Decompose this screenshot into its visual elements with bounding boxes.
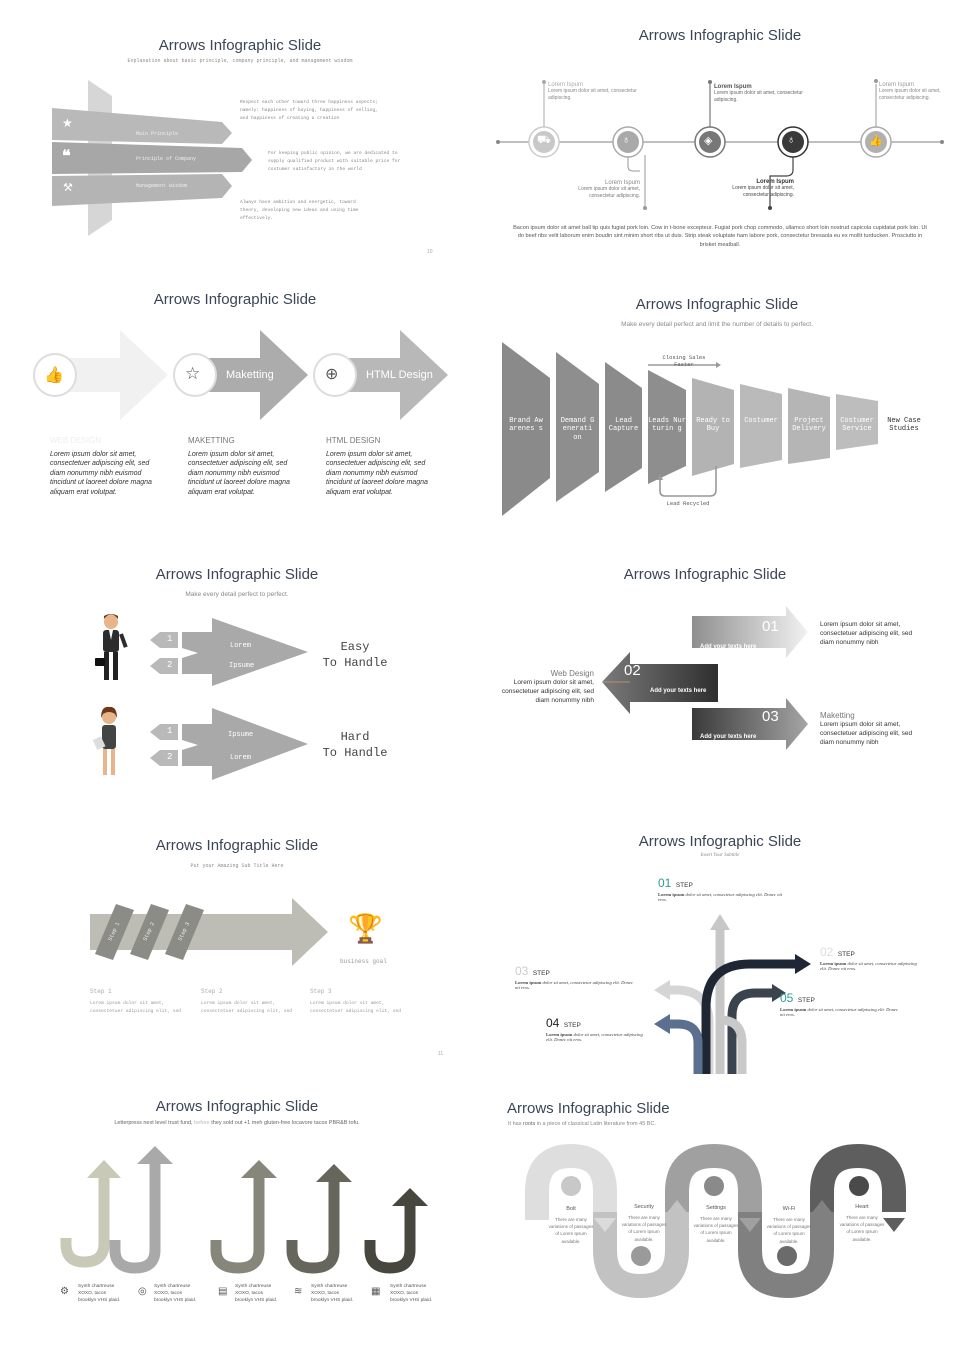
column-text-1: Lorem ipsum dolor sit amet, consectetuer adipiscing elit, sed diam nonummy nibh euismod tincidunt ut laoreet dolore magna aliquam erat volutpat. (50, 451, 152, 496)
item-title: Wi-Fi (782, 1206, 796, 1212)
principle-text-3: Always have ambition and energetic, toward theory, developing new ideas and using time effectively. (240, 200, 359, 221)
item-title: Lorem Ispum (879, 82, 915, 88)
wave-item-bolt (548, 1206, 594, 1245)
stage-3: Lead Capture (608, 417, 639, 434)
step-tag-1: Step 1 (106, 921, 122, 942)
slide-title: Arrows Infographic Slide (507, 1100, 670, 1117)
stage-2: Demand Generati on (560, 417, 595, 442)
step-desc: dolor sit amet, consectetur adipiscing elit. Donec nit eros. (546, 1032, 643, 1042)
item-title: Heart (855, 1204, 869, 1210)
subtitle-post: they sold out +1 meh gluten-free locavore tacos PBR&B tofu. (211, 1120, 360, 1126)
item-text: Lorem ipsum dolor sit amet, consectetur adipiscing. (578, 186, 640, 199)
item-text-5: Synth chartreuse XOXO, tacos brooklyn VHS plaid. (390, 1284, 433, 1304)
principle-arrows (0, 0, 480, 270)
block-top (820, 620, 920, 647)
item-text: There are many variations of passages of Lorem Ipsum available. (693, 1216, 739, 1243)
thumbs-up-icon: 👍 (869, 135, 883, 147)
step-head (515, 962, 635, 980)
num-1: 1 (167, 634, 173, 644)
principle-label-3: Management wisdom (136, 183, 188, 189)
slide-subtitle: Explanation about basic principle, company principle, and management wisdom (127, 58, 353, 64)
stage-4: Leads Nurturin g (648, 417, 686, 434)
block-title: Maketting (820, 711, 855, 720)
chart-icon: ▤ (218, 1286, 228, 1297)
num-2: 2 (167, 660, 173, 670)
block-text: Lorem ipsum dolor sit amet, consectetuer adipiscing elit, sed diam nonummy nibh (501, 679, 594, 705)
item-text: There are many variations of passages of Lorem Ipsum available. (621, 1215, 667, 1242)
bulb-icon: ♁ (622, 134, 631, 146)
step-desc: dolor sit amet, consectetur adipiscing elit. Donec nit eros. (515, 980, 634, 990)
step-text-1: Lorem ipsum dolor sit amet, consectetuer adipiscing elit, sed (90, 1001, 181, 1015)
quote-icon: ❝ (62, 146, 71, 165)
star-icon: ☆ (185, 364, 201, 383)
item-title: Lorem Ispum (604, 180, 640, 186)
arrow-label-2: Maketting (226, 369, 274, 381)
arrow-text-3: Add your texts here (700, 734, 757, 740)
step-label: STEP (837, 951, 855, 958)
target-icon: ◎ (138, 1286, 147, 1297)
slide-1 (0, 0, 480, 270)
item-text: There are many variations of passages of Lorem Ipsum available. (766, 1217, 812, 1244)
column-head-3: HTML DESIGN (326, 436, 381, 445)
principle-text-1: Respect each other toward three happiness aspects; namely: happiness of buying, happiness of selling, and happiness of creating a creation (240, 100, 378, 121)
item-text-3: Synth chartreuse XOXO, tacos brooklyn VHS plaid. (235, 1284, 278, 1304)
label-2: Ipsume (229, 662, 255, 670)
slide-subtitle: Make every detail perfect and limit the number of details to perfect. (621, 321, 813, 328)
step-head (546, 1014, 646, 1032)
arrow-label-3: HTML Design (366, 369, 433, 381)
item-2 (560, 180, 640, 200)
item-text-1: Synth chartreuse XOXO, tacos brooklyn VHS plaid. (78, 1284, 121, 1304)
goal-label: business goal (340, 958, 387, 965)
trophy-icon: 🏆 (348, 913, 383, 944)
step-num: 05 (780, 991, 794, 1005)
slide-title: Arrows Infographic Slide (155, 837, 319, 854)
step-text-2: Lorem ipsum dolor sit amet, consectetuer adipiscing elit, sed (201, 1001, 292, 1015)
step-num: 01 (658, 876, 672, 890)
step-label-3: Step 3 (310, 988, 332, 995)
step-head (780, 989, 900, 1007)
slide-subtitle: Put your Amazing Sub Title Here (190, 863, 284, 869)
step-num: 04 (546, 1016, 560, 1030)
step-text (820, 961, 920, 971)
wave-item-heart (839, 1204, 885, 1243)
caption-easy (315, 640, 395, 671)
step-desc: dolor sit amet, consectetur adipiscing elit. Donec nit eros. (820, 961, 917, 971)
step-bold: Lorem ipsum (780, 1007, 807, 1012)
wave-item-security (621, 1204, 667, 1243)
step-label: STEP (532, 970, 550, 977)
stage-5: Ready to Buy (696, 417, 730, 434)
subtitle-highlight: before (194, 1120, 210, 1126)
hook-arrows (0, 1090, 480, 1352)
slide-7 (0, 828, 480, 1068)
step-text (780, 1007, 900, 1017)
step-num: 03 (515, 964, 529, 978)
step-01 (658, 874, 788, 902)
page-number: 11 (438, 1051, 444, 1057)
item-text: Lorem ipsum dolor sit amet, consectetur adipiscing. (879, 88, 941, 101)
label-1: Lorem (230, 642, 252, 650)
caption-line-1: Easy (340, 640, 370, 654)
slide-title: Arrows Infographic Slide (623, 566, 787, 583)
step-tag-2: Step 2 (141, 921, 157, 942)
item-text: Lorem ipsum dolor sit amet, consectetur adipiscing. (714, 90, 803, 103)
principle-label-2: Principle of Company (136, 156, 197, 162)
stage-1: Brand Awarenes s (509, 417, 543, 434)
globe-icon: ⊕ (325, 366, 339, 383)
column-head-1: WEB DESIGN (50, 436, 102, 445)
step-04 (546, 1014, 646, 1042)
funnel-top-label: Closing Sales Faster (662, 354, 706, 369)
item-title: Lorem Ispum (714, 84, 752, 90)
bulb-icon: ♁ (787, 134, 796, 146)
block-web-design (500, 669, 594, 705)
thumbs-up-icon: 👍 (44, 367, 64, 384)
slide-8 (480, 828, 960, 1078)
slide-subtitle: Insert Your Subtitle (700, 853, 740, 858)
block-text: Lorem ipsum dolor sit amet, consectetuer adipiscing elit, sed diam nonummy nibh (820, 621, 913, 647)
principle-label-1: Main Principle (136, 131, 179, 137)
block-title: Web Design (550, 669, 594, 678)
arrow-text-1: Add your texts here (700, 644, 757, 650)
step-desc: dolor sit amet, consectetur adipiscing elit. Donec nit eros. (780, 1007, 899, 1017)
step-02 (820, 943, 920, 971)
slide-title: Arrows Infographic Slide (635, 296, 799, 313)
slide-title: Arrows Infographic Slide (638, 833, 802, 850)
step-bold: Lorem ipsum (658, 892, 685, 897)
handle-arrows (0, 552, 480, 822)
column-head-2: MAKETTING (188, 436, 235, 445)
gear-icon: ⚙ (60, 1286, 69, 1297)
star-icon: ★ (62, 116, 73, 130)
stage-7: Project Delivery (792, 417, 826, 434)
caption-line-2: To Handle (322, 655, 388, 670)
stage-9: New Case Studies (887, 417, 921, 434)
item-title: Lorem Ispum (548, 82, 584, 88)
slide-3 (0, 276, 480, 546)
block-maketting (820, 711, 920, 747)
slide-title: Arrows Infographic Slide (153, 291, 317, 308)
item-title: Lorem Ispum (756, 179, 794, 185)
step-bold: Lorem ipsum (820, 961, 847, 966)
step-text (515, 980, 635, 990)
slide-subtitle: Make every detail perfect to perfect. (185, 591, 289, 598)
arrow-text-2: Add your texts here (650, 688, 707, 694)
layers-icon: ≋ (294, 1286, 303, 1297)
businessman-illustration (95, 614, 128, 680)
step-03 (515, 962, 635, 990)
page-number: 10 (427, 249, 433, 255)
wave-item-wifi (766, 1206, 812, 1245)
step-text (658, 892, 788, 902)
step-text-3: Lorem ipsum dolor sit amet, consectetuer adipiscing elit, sed (310, 1001, 401, 1015)
stage-8: Costumer Service (840, 417, 874, 434)
caption-line-1: Hard (340, 730, 370, 744)
step-head (658, 874, 788, 892)
subtitle-pre: It has (508, 1121, 522, 1127)
subtitle-post: in a piece of classical Latin literature from 45 BC. (536, 1121, 656, 1127)
column-text-2: Lorem ipsum dolor sit amet, consectetuer adipiscing elit, sed diam nonummy nibh euismod tincidunt ut laoreet dolore magna aliquam erat volutpat. (188, 451, 290, 496)
step-label: STEP (797, 997, 815, 1004)
step-label: STEP (563, 1022, 581, 1029)
slide-5 (0, 552, 480, 822)
block-text: Lorem ipsum dolor sit amet, consectetuer adipiscing elit, sed diam nonummy nibh (820, 721, 913, 747)
item-4 (714, 179, 794, 199)
slide-6 (480, 552, 960, 822)
item-text: Lorem ipsum dolor sit amet, consectetur adipiscing. (548, 88, 637, 101)
item-title: Bolt (566, 1206, 576, 1212)
arrow-num-2: 02 (624, 662, 641, 679)
slide-title: Arrows Infographic Slide (638, 27, 802, 44)
item-text: There are many variations of passages of Lorem Ipsum available. (548, 1217, 594, 1244)
calendar-icon: ▦ (371, 1286, 381, 1297)
slide-title: Arrows Infographic Slide (155, 566, 319, 583)
step-tag-3: Step 3 (176, 921, 192, 942)
item-5 (879, 82, 955, 102)
caption-line-2: To Handle (322, 745, 388, 760)
subtitle-highlight: roots (522, 1121, 536, 1127)
step-bold: Lorem ipsum (546, 1032, 573, 1037)
body-text: Bacon ipsum dolor sit amet ball tip quis fugiat pork loin. Cow in t-bone excepteur. Fugiat pork chop commodo, ullamco short loin nostrud capicola cupidatat pork loin. Ut do beef ribs velit laborum enim boudin sint minim short ribs ut duis. Strip steak voluptate ham labore pork, consectetur bresaola eu ex mollit turducken. Prosciutto in brisket meatball. (513, 225, 927, 248)
item-3 (714, 84, 804, 104)
label-4: Lorem (230, 754, 252, 762)
stage-6: Costumer (744, 417, 778, 425)
steps-arrow (0, 828, 480, 1068)
slide-title: Arrows Infographic Slide (155, 1098, 319, 1115)
diamond-icon: ◈ (704, 135, 713, 147)
step-bold: Lorem ipsum (515, 980, 542, 985)
funnel (480, 276, 960, 546)
gavel-icon: ⚒ (63, 182, 73, 194)
label-3: Ipsume (228, 731, 254, 739)
caption-hard (315, 730, 395, 761)
step-05 (780, 989, 900, 1017)
item-title: Security (634, 1204, 654, 1210)
item-text: Lorem ipsum dolor sit amet, consectetur adipiscing. (732, 185, 794, 198)
step-label-1: Step 1 (90, 988, 112, 995)
step-head (820, 943, 920, 961)
subtitle-pre: Letterpress next level trust fund, (114, 1120, 193, 1126)
step-label: STEP (675, 882, 693, 889)
arrow-row (0, 276, 480, 546)
item-text-2: Synth chartreuse XOXO, tacos brooklyn VHS plaid. (154, 1284, 197, 1304)
item-1 (548, 82, 638, 102)
arrow-num-3: 03 (762, 708, 779, 725)
step-desc: dolor sit amet, consectetur adipiscing elit. Donec nit eros. (658, 892, 783, 902)
slide-10 (480, 1090, 960, 1352)
slide-4 (480, 276, 960, 546)
wave-item-settings (693, 1205, 739, 1244)
slide-title: Arrows Infographic Slide (158, 37, 322, 54)
step-label-2: Step 2 (201, 988, 223, 995)
item-text-4: Synth chartreuse XOXO, tacos brooklyn VHS plaid. (311, 1284, 354, 1304)
arrow-num-1: 01 (762, 618, 779, 635)
num-3: 1 (167, 726, 173, 736)
businesswoman-illustration (93, 707, 117, 775)
funnel-bottom-label: Lead Recycled (666, 500, 710, 507)
step-num: 02 (820, 945, 834, 959)
column-text-3: Lorem ipsum dolor sit amet, consectetuer adipiscing elit, sed diam nonummy nibh euismod tincidunt ut laoreet dolore magna aliquam erat volutpat. (326, 451, 428, 496)
slide-2 (480, 0, 960, 270)
step-text (546, 1032, 646, 1042)
truck-icon: ⛟ (537, 134, 551, 146)
item-text: There are many variations of passages of Lorem Ipsum available. (839, 1215, 885, 1242)
slide-9 (0, 1090, 480, 1352)
num-4: 2 (167, 752, 173, 762)
principle-text-2: For keeping public opinion, we are dedicated to supply qualified product with suitable price for costumer satisfactory in the world (268, 151, 401, 172)
item-title: Settings (706, 1205, 726, 1211)
